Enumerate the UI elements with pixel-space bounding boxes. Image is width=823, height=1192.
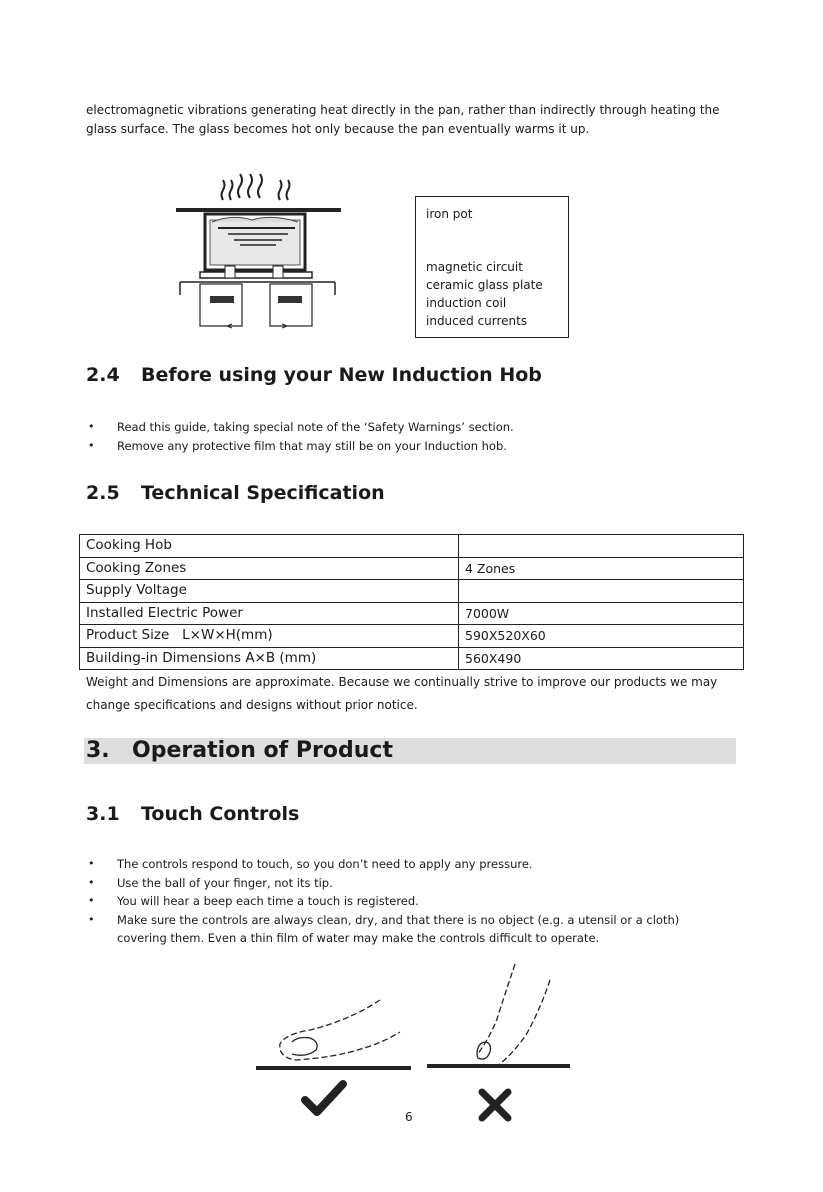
spec-value: 7000W xyxy=(459,602,744,625)
surface-left xyxy=(256,1066,411,1070)
section-title: Operation of Product xyxy=(132,738,393,763)
fingertip-icon xyxy=(477,964,550,1067)
list-item xyxy=(86,911,756,948)
spec-note-line-2: change specifications and designs without prior notice. xyxy=(86,698,418,712)
ceramic-glass-plate xyxy=(176,208,341,212)
list-item-continuation: covering them. Even a thin film of water may make the controls difficult to operate. xyxy=(117,931,600,945)
spec-table xyxy=(79,534,744,670)
cross-mark-icon xyxy=(482,1092,508,1118)
table-row xyxy=(80,557,744,580)
section-title: Technical Specification xyxy=(141,482,385,504)
check-mark-icon xyxy=(305,1084,343,1112)
induction-hob-diagram xyxy=(170,170,350,335)
spec-label: Product Size L×W×H(mm) xyxy=(80,625,459,648)
spec-value xyxy=(459,535,744,558)
spec-value: 4 Zones xyxy=(459,557,744,580)
legend-item-induction-coil: induction coil xyxy=(426,296,507,310)
legend-item-ceramic-glass-plate: ceramic glass plate xyxy=(426,278,543,292)
before-use-list xyxy=(86,418,746,455)
list-item-text: Make sure the controls are always clean, dry, and that there is no object (e.g. a utensil or a cloth) xyxy=(117,912,680,927)
legend-item-magnetic-circuit: magnetic circuit xyxy=(426,260,523,274)
section-heading-3-1 xyxy=(86,803,299,825)
intro-line-1: electromagnetic vibrations generating heat directly in the pan, rather than indirectly through heating the xyxy=(86,103,720,117)
spec-label: Cooking Zones xyxy=(80,557,459,580)
section-title: Touch Controls xyxy=(141,803,300,825)
spec-note xyxy=(86,671,746,717)
spec-label: Supply Voltage xyxy=(80,580,459,603)
table-row xyxy=(80,580,744,603)
flat-finger-icon xyxy=(280,1000,400,1060)
table-row xyxy=(80,535,744,558)
section-number: 3. xyxy=(86,738,110,763)
page-number: 6 xyxy=(405,1110,413,1124)
legend-item-iron-pot: iron pot xyxy=(426,207,473,221)
spec-label: Building-in Dimensions A×B (mm) xyxy=(80,647,459,670)
induction-coil xyxy=(200,272,312,278)
list-item: • Remove any protective film that may still be on your Induction hob. xyxy=(86,437,746,456)
section-heading-2-4 xyxy=(86,364,542,386)
table-row xyxy=(80,647,744,670)
touch-controls-list xyxy=(86,855,756,948)
list-item: • Use the ball of your finger, not its tip. xyxy=(86,874,756,893)
list-item: • Read this guide, taking special note of the ‘Safety Warnings’ section. xyxy=(86,418,746,437)
iron-pot-icon xyxy=(205,214,305,270)
magnetic-circuit-left xyxy=(200,284,242,326)
list-item: • The controls respond to touch, so you don’t need to apply any pressure. xyxy=(86,855,756,874)
diagram-legend xyxy=(415,196,569,338)
spec-value: 590X520X60 xyxy=(459,625,744,648)
legend-item-induced-currents: induced currents xyxy=(426,314,528,328)
heat-waves-icon xyxy=(222,174,290,200)
section-heading-3 xyxy=(86,738,393,763)
surface-right xyxy=(427,1064,570,1068)
touch-illustration xyxy=(250,960,570,1125)
spec-value xyxy=(459,580,744,603)
table-row xyxy=(80,602,744,625)
magnetic-circuit-right xyxy=(270,284,312,326)
spec-value: 560X490 xyxy=(459,647,744,670)
intro-paragraph xyxy=(86,101,746,139)
intro-line-2: glass surface. The glass becomes hot only because the pan eventually warms it up. xyxy=(86,122,590,136)
table-row xyxy=(80,625,744,648)
section-number: 2.5 xyxy=(86,482,120,504)
spec-label: Cooking Hob xyxy=(80,535,459,558)
section-number: 3.1 xyxy=(86,803,120,825)
spec-label: Installed Electric Power xyxy=(80,602,459,625)
section-title: Before using your New Induction Hob xyxy=(141,364,542,386)
section-heading-2-5 xyxy=(86,482,385,504)
list-item: • You will hear a beep each time a touch is registered. xyxy=(86,892,756,911)
spec-note-line-1: Weight and Dimensions are approximate. Because we continually strive to improve our products we may xyxy=(86,675,718,689)
section-number: 2.4 xyxy=(86,364,120,386)
